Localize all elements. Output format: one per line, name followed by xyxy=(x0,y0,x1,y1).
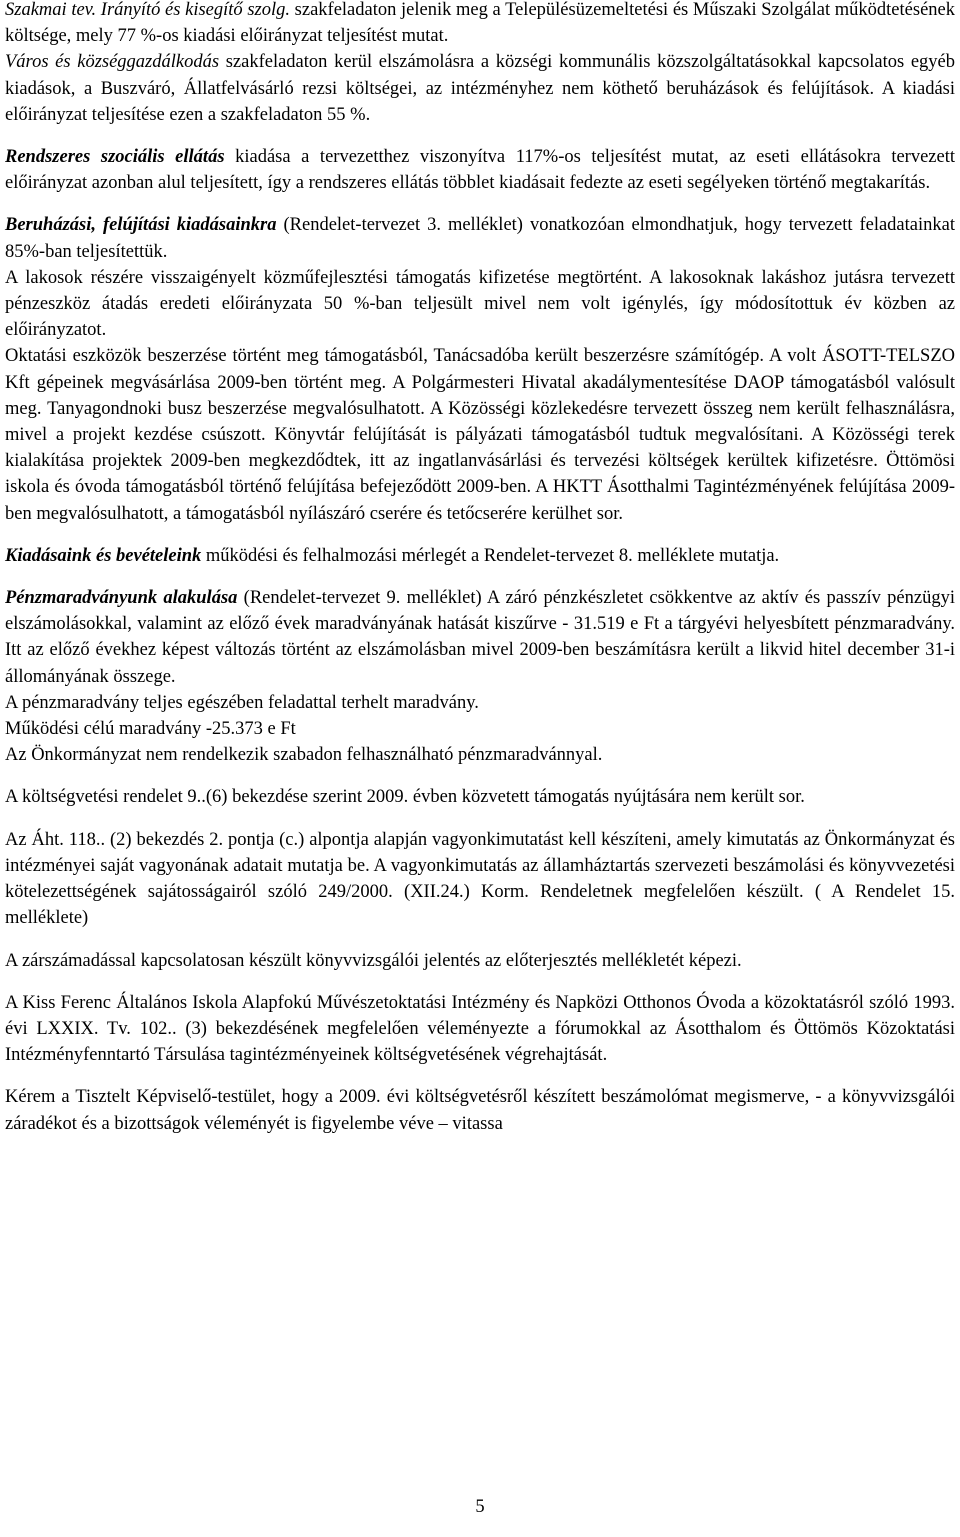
paragraph-kiss-ferenc-iskola: A Kiss Ferenc Általános Iskola Alapfokú Művészetoktatási Intézmény és Napközi Otthonos Óvoda a közoktatásról szóló 1993. évi LXXIX. Tv. 102.. (3) bekezdésének megfelelően véleményezte a fórumokkal az Ásotthalom és Öttömös Közoktatási Intézményfenntartó Társulása tagintézményeinek költségvetésének végrehajtását. xyxy=(5,992,955,1066)
paragraph-lakosok-tamogatas: A lakosok részére visszaigényelt közműfejlesztési támogatás kifizetése megtörtént. A lakosoknak lakáshoz jutásra tervezett pénzeszköz átadás eredeti előirányzata 50 %-ban teljesült mivel nem volt igénylés, így módosítottuk év közben az előirányzatot. xyxy=(5,267,955,341)
document-body xyxy=(5,0,955,1137)
paragraph-kiadasaink-bevetelek xyxy=(5,543,955,569)
paragraph-mukodesi-maradvany: Működési célú maradvány -25.373 e Ft xyxy=(5,719,296,740)
paragraph-text: (Rendelet-tervezet 3. melléklet) vonatkozóan elmondhatjuk, hogy tervezett feladatainkat 85%-ban teljesítettük. xyxy=(5,215,955,262)
intro-text: Beruházási, felújítási kiadásainkra xyxy=(5,215,277,236)
intro-text: Pénzmaradványunk alakulása xyxy=(5,588,238,609)
paragraph-text: működési és felhalmozási mérlegét a Rendelet-tervezet 8. melléklete mutatja. xyxy=(201,545,780,566)
paragraph-text: szakfeladaton kerül elszámolásra a községi kommunális közszolgáltatásokkal kapcsolatos egyéb kiadások, a Buszváró, Állatfelvásárló rezsi költségei, az intézményhez nem köthető beruházások és felújítások. A kiadási előirányzat teljesítése ezen a szakfeladaton 55 %. xyxy=(5,52,955,125)
intro-text: Város és községgazdálkodás xyxy=(5,52,220,73)
paragraph-kozvetett-tamogatas: A költségvetési rendelet 9..(6) bekezdése szerint 2009. évben közvetett támogatás nyújtására nem került sor. xyxy=(5,787,805,808)
paragraph-irányító-szolg xyxy=(5,0,955,49)
paragraph-oktatasi-eszkozok: Oktatási eszközök beszerzése történt meg támogatásból, Tanácsadóba került beszerzésre számítógép. A volt ÁSOTT-TELSZO Kft gépeinek megvásárlása 2009-ben történt meg. A Polgármesteri Hivatal akadálymentesítése DAOP támogatásból valósult meg. Tanyagondnoki busz beszerzése megvalósulhatott. A Közösségi közlekedésre tervezett összeg nem került felhasználásra, mivel a projekt kezdése csúszott. Könyvtár felújítását is pályázati támogatásból tudtuk megvalósítani. A Közösségi terek kialakítása projektek 2009-ben megkezdődtek, itt az ingatlanvásárlási és tervezési költségek kerültek kifizetésre. Öttömösi iskola és óvoda támogatásból történő felújítása befejeződött 2009-ben. A HKTT Ásotthalmi Tagintézményének felújítása 2009-ben megvalósulhatott, a támogatásból nyílászáró cserére és tetőcserére kerülhet sor. xyxy=(5,346,955,524)
paragraph-szabad-penzmaradvany: Az Önkormányzat nem rendelkezik szabadon felhasználható pénzmaradvánnyal. xyxy=(5,745,603,766)
paragraph-rendszeres-szocialis xyxy=(5,144,955,196)
paragraph-text: kiadása a tervezetthez viszonyítva 117%-os teljesítést mutat, az eseti ellátásokra tervezett előirányzat azonban alul teljesített, így a rendszeres ellátás többlet kiadásait fedezte az eseti segélyeken történő megtakarítás. xyxy=(5,147,955,194)
page-number: 5 xyxy=(475,1497,485,1517)
paragraph-beruhazasi-kiadasok xyxy=(5,212,955,264)
intro-text: Kiadásaink és bevételeink xyxy=(5,545,202,566)
intro-text: Szakmai tev. Irányító és kisegítő szolg. xyxy=(5,0,291,20)
intro-text: Rendszeres szociális ellátás xyxy=(5,147,225,168)
paragraph-varos-kozseggazdalkodas xyxy=(5,49,955,128)
paragraph-text: szakfeladaton jelenik meg a Településüzemeltetési és Műszaki Szolgálat működtetésének költsége, mely 77 %-os kiadási előirányzat teljesítést mutat. xyxy=(5,0,955,47)
paragraph-kerem-kepviselo-testulet: Kérem a Tisztelt Képviselő-testület, hogy a 2009. évi költségvetésről készített beszámolómat megismerve, - a könyvvizsgálói záradékot és a bizottságok véleményét is figyelembe véve – vitassa xyxy=(5,1087,955,1134)
paragraph-text: (Rendelet-tervezet 9. melléklet) A záró pénzkészletet csökkentve az aktív és passzív pénzügyi elszámolásokkal, valamint az előző évek maradványának hatását kiszűrve - 31.519 e Ft a tárgyévi helyesbített pénzmaradvány. Itt az előző évekhez képest változás történt az elszámolásban mivel 2009-ben beszámításra került a likvid hitel december 31-i állományának összege. xyxy=(5,588,955,687)
paragraph-konyvvizsgaloi-jelentes: A zárszámadással kapcsolatosan készült könyvvizsgálói jelentés az előterjesztés mellékletét képezi. xyxy=(5,950,742,971)
paragraph-penzmaradvany-terhelt: A pénzmaradvány teljes egészében feladattal terhelt maradvány. xyxy=(5,692,479,713)
paragraph-vagyonkimutatas: Az Áht. 118.. (2) bekezdés 2. pontja (c.) alpontja alapján vagyonkimutatást kell készíteni, amely kimutatás az Önkormányzat és intézményei saját vagyonának adatait mutatja be. A vagyonkimutatás az államháztartás szervezeti beszámolási és könyvvezetési kötelezettségének sajátosságairól szóló 249/2000. (XII.24.) Korm. Rendeletnek megfelelően készült. ( A Rendelet 15. melléklete) xyxy=(5,829,955,929)
paragraph-penzmaradvany xyxy=(5,585,955,690)
